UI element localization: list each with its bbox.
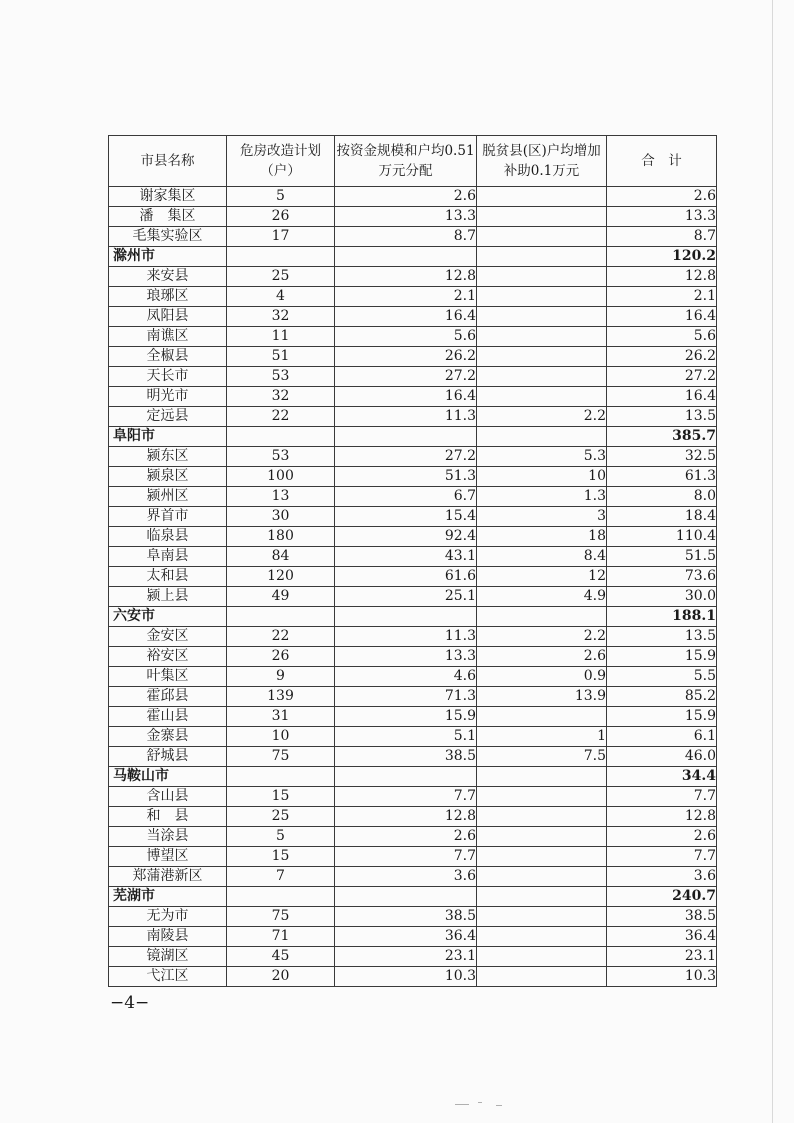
cell-plan <box>227 427 335 447</box>
cell-total: 2.6 <box>607 827 717 847</box>
cell-name: 芜湖市 <box>109 887 227 907</box>
cell-extra <box>477 887 607 907</box>
cell-extra: 1.3 <box>477 487 607 507</box>
cell-plan: 32 <box>227 307 335 327</box>
cell-total: 51.5 <box>607 547 717 567</box>
cell-name: 琅琊区 <box>109 287 227 307</box>
table-row <box>109 347 717 367</box>
cell-base: 11.3 <box>335 627 477 647</box>
table-row <box>109 567 717 587</box>
cell-base: 2.1 <box>335 287 477 307</box>
cell-plan: 84 <box>227 547 335 567</box>
cell-plan: 26 <box>227 207 335 227</box>
table-row <box>109 907 717 927</box>
cell-extra <box>477 907 607 927</box>
cell-base: 16.4 <box>335 387 477 407</box>
table-row <box>109 547 717 567</box>
table-row <box>109 587 717 607</box>
cell-name: 金寨县 <box>109 727 227 747</box>
cell-base: 12.8 <box>335 807 477 827</box>
cell-plan <box>227 607 335 627</box>
cell-total: 13.5 <box>607 407 717 427</box>
cell-base: 6.7 <box>335 487 477 507</box>
cell-name: 霍邱县 <box>109 687 227 707</box>
cell-extra: 4.9 <box>477 587 607 607</box>
cell-total: 5.6 <box>607 327 717 347</box>
cell-total: 30.0 <box>607 587 717 607</box>
cell-extra: 12 <box>477 567 607 587</box>
cell-total: 12.8 <box>607 267 717 287</box>
cell-extra: 2.2 <box>477 627 607 647</box>
cell-plan: 22 <box>227 627 335 647</box>
city-row <box>109 607 717 627</box>
cell-name: 和 县 <box>109 807 227 827</box>
table-row <box>109 847 717 867</box>
cell-total: 27.2 <box>607 367 717 387</box>
cell-extra <box>477 287 607 307</box>
cell-extra: 13.9 <box>477 687 607 707</box>
cell-extra <box>477 427 607 447</box>
cell-extra <box>477 387 607 407</box>
cell-plan: 139 <box>227 687 335 707</box>
cell-plan: 30 <box>227 507 335 527</box>
table-row <box>109 387 717 407</box>
table-row <box>109 747 717 767</box>
table-row <box>109 287 717 307</box>
cell-plan: 17 <box>227 227 335 247</box>
cell-base: 8.7 <box>335 227 477 247</box>
cell-base: 16.4 <box>335 307 477 327</box>
cell-name: 博望区 <box>109 847 227 867</box>
cell-base: 12.8 <box>335 267 477 287</box>
scan-speck <box>496 1105 502 1106</box>
cell-name: 马鞍山市 <box>109 767 227 787</box>
cell-plan: 7 <box>227 867 335 887</box>
cell-total: 46.0 <box>607 747 717 767</box>
cell-name: 全椒县 <box>109 347 227 367</box>
cell-total: 15.9 <box>607 707 717 727</box>
cell-plan: 31 <box>227 707 335 727</box>
table-row <box>109 467 717 487</box>
cell-base: 71.3 <box>335 687 477 707</box>
cell-base <box>335 767 477 787</box>
cell-name: 颍上县 <box>109 587 227 607</box>
cell-plan: 5 <box>227 187 335 207</box>
cell-total: 36.4 <box>607 927 717 947</box>
city-row <box>109 767 717 787</box>
cell-plan: 26 <box>227 647 335 667</box>
scan-edge-line <box>772 0 773 1123</box>
cell-base: 38.5 <box>335 747 477 767</box>
cell-extra <box>477 267 607 287</box>
cell-plan: 11 <box>227 327 335 347</box>
table-row <box>109 687 717 707</box>
cell-total: 23.1 <box>607 947 717 967</box>
cell-name: 滁州市 <box>109 247 227 267</box>
cell-extra <box>477 247 607 267</box>
cell-plan: 75 <box>227 907 335 927</box>
cell-plan: 25 <box>227 807 335 827</box>
city-row <box>109 427 717 447</box>
cell-plan: 9 <box>227 667 335 687</box>
cell-base: 7.7 <box>335 847 477 867</box>
cell-name: 界首市 <box>109 507 227 527</box>
cell-name: 弋江区 <box>109 967 227 987</box>
scan-speck <box>455 1104 469 1105</box>
cell-extra: 10 <box>477 467 607 487</box>
cell-plan: 4 <box>227 287 335 307</box>
header-county-name: 市县名称 <box>109 136 227 187</box>
table-row <box>109 787 717 807</box>
table-row <box>109 187 717 207</box>
cell-plan <box>227 887 335 907</box>
cell-extra <box>477 607 607 627</box>
cell-extra <box>477 367 607 387</box>
cell-plan: 20 <box>227 967 335 987</box>
cell-total: 8.0 <box>607 487 717 507</box>
cell-total: 38.5 <box>607 907 717 927</box>
table-row <box>109 267 717 287</box>
cell-plan: 180 <box>227 527 335 547</box>
cell-base: 26.2 <box>335 347 477 367</box>
cell-name: 南陵县 <box>109 927 227 947</box>
cell-plan <box>227 247 335 267</box>
cell-extra: 3 <box>477 507 607 527</box>
table-row <box>109 327 717 347</box>
cell-extra: 18 <box>477 527 607 547</box>
table-header-row <box>109 136 717 187</box>
cell-base: 3.6 <box>335 867 477 887</box>
cell-total: 10.3 <box>607 967 717 987</box>
cell-base: 51.3 <box>335 467 477 487</box>
cell-name: 颍州区 <box>109 487 227 507</box>
cell-name: 太和县 <box>109 567 227 587</box>
cell-name: 舒城县 <box>109 747 227 767</box>
cell-extra <box>477 767 607 787</box>
table-row <box>109 827 717 847</box>
cell-plan: 22 <box>227 407 335 427</box>
cell-plan: 5 <box>227 827 335 847</box>
cell-plan: 13 <box>227 487 335 507</box>
city-row <box>109 887 717 907</box>
cell-plan: 45 <box>227 947 335 967</box>
cell-plan: 53 <box>227 367 335 387</box>
cell-extra <box>477 807 607 827</box>
table-row <box>109 307 717 327</box>
cell-extra <box>477 187 607 207</box>
table-row <box>109 927 717 947</box>
table-row <box>109 507 717 527</box>
cell-total: 188.1 <box>607 607 717 627</box>
header-fund-allocation: 按资金规模和户均0.51万元分配 <box>335 136 477 187</box>
cell-extra <box>477 307 607 327</box>
cell-name: 凤阳县 <box>109 307 227 327</box>
cell-base: 13.3 <box>335 207 477 227</box>
cell-name: 阜阳市 <box>109 427 227 447</box>
cell-name: 当涂县 <box>109 827 227 847</box>
cell-base: 61.6 <box>335 567 477 587</box>
table-row <box>109 647 717 667</box>
cell-total: 16.4 <box>607 387 717 407</box>
cell-total: 6.1 <box>607 727 717 747</box>
cell-name: 谢家集区 <box>109 187 227 207</box>
cell-plan: 100 <box>227 467 335 487</box>
cell-name: 天长市 <box>109 367 227 387</box>
cell-total: 12.8 <box>607 807 717 827</box>
cell-total: 73.6 <box>607 567 717 587</box>
table-row <box>109 947 717 967</box>
cell-plan: 32 <box>227 387 335 407</box>
cell-extra <box>477 967 607 987</box>
table-row <box>109 807 717 827</box>
table-row <box>109 527 717 547</box>
cell-extra <box>477 927 607 947</box>
cell-total: 120.2 <box>607 247 717 267</box>
table-row <box>109 487 717 507</box>
table-row <box>109 627 717 647</box>
header-poverty-subsidy: 脱贫县(区)户均增加补助0.1万元 <box>477 136 607 187</box>
cell-extra: 2.6 <box>477 647 607 667</box>
cell-extra <box>477 867 607 887</box>
cell-total: 8.7 <box>607 227 717 247</box>
cell-extra: 5.3 <box>477 447 607 467</box>
cell-extra: 0.9 <box>477 667 607 687</box>
cell-plan: 15 <box>227 847 335 867</box>
cell-name: 郑蒲港新区 <box>109 867 227 887</box>
table-row <box>109 867 717 887</box>
cell-extra <box>477 207 607 227</box>
cell-plan: 120 <box>227 567 335 587</box>
cell-name: 六安市 <box>109 607 227 627</box>
cell-total: 7.7 <box>607 847 717 867</box>
cell-base: 15.9 <box>335 707 477 727</box>
cell-name: 金安区 <box>109 627 227 647</box>
cell-base: 25.1 <box>335 587 477 607</box>
cell-extra <box>477 707 607 727</box>
cell-plan: 49 <box>227 587 335 607</box>
cell-name: 霍山县 <box>109 707 227 727</box>
cell-extra <box>477 347 607 367</box>
cell-base: 13.3 <box>335 647 477 667</box>
cell-base: 5.6 <box>335 327 477 347</box>
cell-total: 85.2 <box>607 687 717 707</box>
cell-name: 毛集实验区 <box>109 227 227 247</box>
cell-name: 无为市 <box>109 907 227 927</box>
cell-total: 26.2 <box>607 347 717 367</box>
cell-name: 叶集区 <box>109 667 227 687</box>
scan-speck <box>478 1102 482 1103</box>
table-row <box>109 727 717 747</box>
cell-name: 南谯区 <box>109 327 227 347</box>
allocation-table <box>108 135 717 987</box>
table-row <box>109 667 717 687</box>
city-row <box>109 247 717 267</box>
cell-name: 裕安区 <box>109 647 227 667</box>
cell-extra <box>477 227 607 247</box>
cell-extra: 8.4 <box>477 547 607 567</box>
cell-total: 110.4 <box>607 527 717 547</box>
cell-name: 临泉县 <box>109 527 227 547</box>
cell-base: 5.1 <box>335 727 477 747</box>
cell-extra <box>477 327 607 347</box>
cell-plan: 53 <box>227 447 335 467</box>
header-renovation-plan: 危房改造计划（户） <box>227 136 335 187</box>
table-body <box>109 187 717 987</box>
cell-plan: 51 <box>227 347 335 367</box>
cell-total: 18.4 <box>607 507 717 527</box>
cell-extra <box>477 847 607 867</box>
cell-total: 34.4 <box>607 767 717 787</box>
cell-total: 16.4 <box>607 307 717 327</box>
cell-base: 92.4 <box>335 527 477 547</box>
cell-plan: 10 <box>227 727 335 747</box>
table-row <box>109 227 717 247</box>
cell-base: 27.2 <box>335 447 477 467</box>
cell-plan: 71 <box>227 927 335 947</box>
cell-total: 5.5 <box>607 667 717 687</box>
cell-total: 2.1 <box>607 287 717 307</box>
header-total: 合 计 <box>607 136 717 187</box>
cell-base: 10.3 <box>335 967 477 987</box>
cell-base: 23.1 <box>335 947 477 967</box>
cell-extra <box>477 827 607 847</box>
cell-base: 2.6 <box>335 187 477 207</box>
cell-base <box>335 247 477 267</box>
cell-name: 来安县 <box>109 267 227 287</box>
cell-total: 61.3 <box>607 467 717 487</box>
cell-name: 镜湖区 <box>109 947 227 967</box>
cell-name: 阜南县 <box>109 547 227 567</box>
cell-name: 颍泉区 <box>109 467 227 487</box>
cell-base: 43.1 <box>335 547 477 567</box>
cell-extra: 1 <box>477 727 607 747</box>
cell-base <box>335 887 477 907</box>
page-number: −4− <box>110 993 150 1013</box>
cell-total: 13.3 <box>607 207 717 227</box>
cell-base <box>335 607 477 627</box>
table-row <box>109 367 717 387</box>
cell-plan: 25 <box>227 267 335 287</box>
cell-total: 385.7 <box>607 427 717 447</box>
table-row <box>109 707 717 727</box>
cell-name: 颍东区 <box>109 447 227 467</box>
cell-extra <box>477 787 607 807</box>
cell-name: 含山县 <box>109 787 227 807</box>
cell-base: 11.3 <box>335 407 477 427</box>
cell-name: 明光市 <box>109 387 227 407</box>
cell-base: 7.7 <box>335 787 477 807</box>
cell-base <box>335 427 477 447</box>
cell-base: 27.2 <box>335 367 477 387</box>
cell-base: 2.6 <box>335 827 477 847</box>
cell-base: 4.6 <box>335 667 477 687</box>
cell-plan <box>227 767 335 787</box>
cell-name: 潘 集区 <box>109 207 227 227</box>
cell-total: 240.7 <box>607 887 717 907</box>
cell-total: 2.6 <box>607 187 717 207</box>
cell-total: 7.7 <box>607 787 717 807</box>
cell-plan: 15 <box>227 787 335 807</box>
cell-extra <box>477 947 607 967</box>
cell-total: 15.9 <box>607 647 717 667</box>
cell-base: 38.5 <box>335 907 477 927</box>
table-row <box>109 967 717 987</box>
cell-extra: 2.2 <box>477 407 607 427</box>
cell-name: 定远县 <box>109 407 227 427</box>
cell-total: 3.6 <box>607 867 717 887</box>
cell-extra: 7.5 <box>477 747 607 767</box>
table-row <box>109 207 717 227</box>
cell-total: 32.5 <box>607 447 717 467</box>
table-row <box>109 447 717 467</box>
cell-plan: 75 <box>227 747 335 767</box>
table-row <box>109 407 717 427</box>
cell-base: 15.4 <box>335 507 477 527</box>
cell-base: 36.4 <box>335 927 477 947</box>
cell-total: 13.5 <box>607 627 717 647</box>
